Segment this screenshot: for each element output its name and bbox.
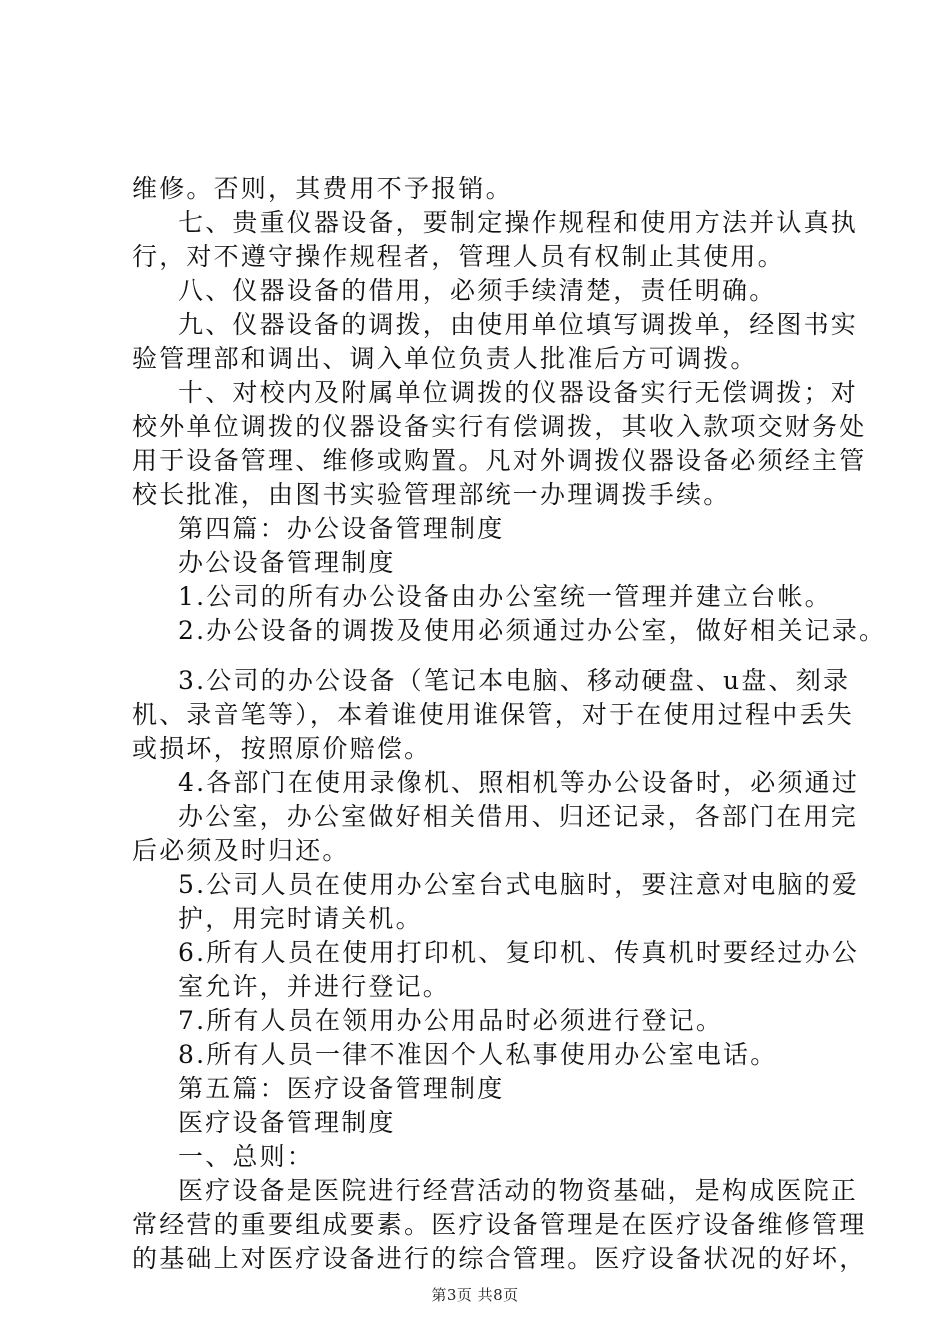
- text-line: 行，对不遵守操作规程者，管理人员有权制止其使用。: [132, 242, 785, 271]
- text-line: 7.所有人员在领用办公用品时必须进行登记。: [178, 1006, 724, 1035]
- text-line: 维修。否则，其费用不予报销。: [132, 174, 513, 203]
- text-line: 十、对校内及附属单位调拨的仪器设备实行无偿调拨；对: [178, 378, 859, 407]
- text-line: 九、仪器设备的调拨，由使用单位填写调拨单，经图书实: [178, 310, 859, 339]
- text-line: 2.办公设备的调拨及使用必须通过办公室，做好相关记录。: [178, 616, 887, 645]
- page-footer: 第3页 共8页: [431, 1286, 519, 1304]
- text-line: 后必须及时归还。: [132, 836, 350, 865]
- text-line: 6.所有人员在使用打印机、复印机、传真机时要经过办公: [178, 938, 860, 967]
- text-line: 常经营的重要组成要素。医疗设备管理是在医疗设备维修管理: [132, 1210, 867, 1239]
- text-line: 办公室，办公室做好相关借用、归还记录，各部门在用完: [178, 802, 859, 831]
- text-line: 校长批准，由图书实验管理部统一办理调拨手续。: [132, 480, 731, 509]
- text-line: 室允许，并进行登记。: [178, 972, 451, 1001]
- text-line: 医疗设备是医院进行经营活动的物资基础，是构成医院正: [178, 1176, 859, 1205]
- text-line: 3.公司的办公设备（笔记本电脑、移动硬盘、u盘、刻录: [178, 666, 851, 695]
- section-heading: 第四篇：办公设备管理制度: [178, 514, 505, 543]
- text-line: 验管理部和调出、调入单位负责人批准后方可调拨。: [132, 344, 758, 373]
- text-line: 八、仪器设备的借用，必须手续清楚，责任明确。: [178, 276, 777, 305]
- text-line: 用于设备管理、维修或购置。凡对外调拨仪器设备必须经主管: [132, 446, 867, 475]
- text-line: 1.公司的所有办公设备由办公室统一管理并建立台帐。: [178, 582, 832, 611]
- text-line: 5.公司人员在使用办公室台式电脑时，要注意对电脑的爱: [178, 870, 860, 899]
- text-line: 8.所有人员一律不准因个人私事使用办公室电话。: [178, 1040, 778, 1069]
- text-line: 机、录音笔等），本着谁使用谁保管，对于在使用过程中丢失: [132, 700, 854, 729]
- text-line: 七、贵重仪器设备，要制定操作规程和使用方法并认真执: [178, 208, 859, 237]
- text-line: 校外单位调拨的仪器设备实行有偿调拨，其收入款项交财务处: [132, 412, 867, 441]
- section-heading: 第五篇：医疗设备管理制度: [178, 1074, 505, 1103]
- text-line: 的基础上对医疗设备进行的综合管理。医疗设备状况的好坏，: [132, 1244, 867, 1273]
- section-title: 办公设备管理制度: [178, 548, 396, 577]
- subsection-heading: 一、总则：: [178, 1142, 315, 1171]
- text-line: 或损坏，按照原价赔偿。: [132, 734, 432, 763]
- text-line: 4.各部门在使用录像机、照相机等办公设备时，必须通过: [178, 768, 860, 797]
- text-line: 护，用完时请关机。: [178, 904, 423, 933]
- section-title: 医疗设备管理制度: [178, 1108, 396, 1137]
